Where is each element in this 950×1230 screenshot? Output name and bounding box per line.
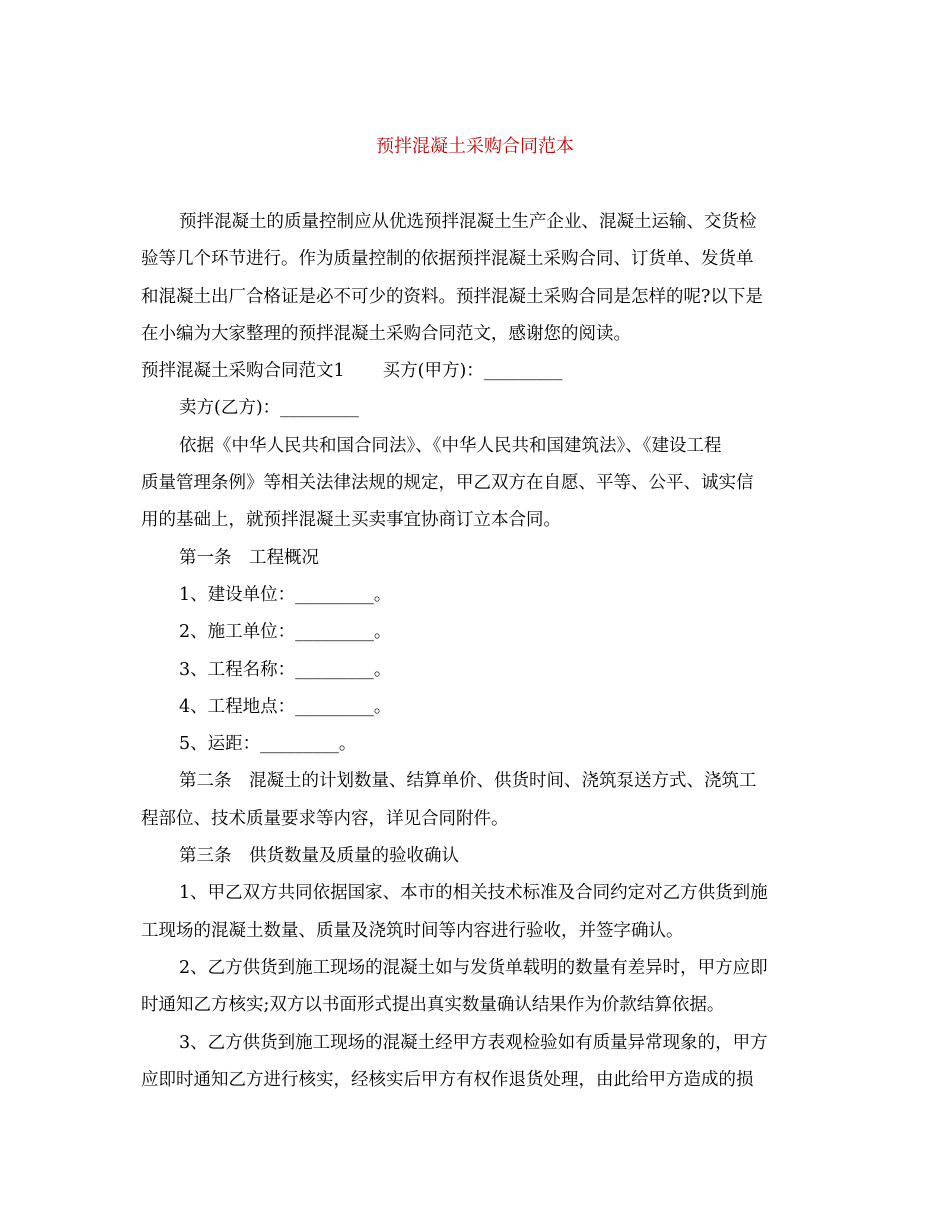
article3-title: 第三条 供货数量及质量的验收确认 bbox=[179, 846, 459, 867]
sample-heading: 预拌混凝土采购合同范文1 bbox=[141, 361, 345, 382]
article3-item2-line: 时通知乙方核实;双方以书面形式提出真实数量确认结果作为价款结算依据。 bbox=[141, 995, 725, 1016]
intro-line: 和混凝土出厂合格证是必不可少的资料。预拌混凝土采购合同是怎样的呢?以下是 bbox=[141, 286, 763, 307]
article2-line: 程部位、技术质量要求等内容，详见合同附件。 bbox=[141, 808, 509, 829]
seller-line: 卖方(乙方)：_________ bbox=[179, 398, 359, 419]
article1-item: 2、施工单位：_________。 bbox=[179, 622, 392, 643]
basis-line: 依据《中华人民共和国合同法》、《中华人民共和国建筑法》、《建设工程 bbox=[179, 435, 722, 456]
article1-title: 第一条 工程概况 bbox=[179, 547, 319, 568]
document-title: 预拌混凝土采购合同范本 bbox=[376, 136, 574, 157]
document-body bbox=[141, 204, 811, 1099]
article3-item3-line: 3、乙方供货到施工现场的混凝土经甲方表观检验如有质量异常现象的，甲方 bbox=[179, 1032, 768, 1053]
article1-item: 4、工程地点：_________。 bbox=[179, 696, 392, 717]
article2-line: 第二条 混凝土的计划数量、结算单价、供货时间、浇筑泵送方式、浇筑工 bbox=[179, 771, 757, 792]
intro-line: 在小编为大家整理的预拌混凝土采购合同范文，感谢您的阅读。 bbox=[141, 323, 631, 344]
buyer-line: 买方(甲方)：_________ bbox=[382, 361, 563, 382]
intro-line: 预拌混凝土的质量控制应从优选预拌混凝土生产企业、混凝土运输、交货检 bbox=[179, 212, 757, 232]
article1-item: 1、建设单位：_________。 bbox=[179, 584, 392, 605]
article3-item2-line: 2、乙方供货到施工现场的混凝土如与发货单载明的数量有差异时，甲方应即 bbox=[179, 957, 768, 978]
article1-item: 3、工程名称：_________。 bbox=[179, 659, 392, 680]
article3-item1-line: 工现场的混凝土数量、质量及浇筑时间等内容进行验收，并签字确认。 bbox=[141, 920, 684, 941]
basis-line: 质量管理条例》等相关法律法规的规定，甲乙双方在自愿、平等、公平、诚实信 bbox=[141, 473, 754, 494]
intro-line: 验等几个环节进行。作为质量控制的依据预拌混凝土采购合同、订货单、发货单 bbox=[141, 249, 754, 270]
article3-item1-line: 1、甲乙双方共同依据国家、本市的相关技术标准及合同约定对乙方供货到施 bbox=[179, 883, 768, 904]
basis-line: 用的基础上，就预拌混凝土买卖事宜协商订立本合同。 bbox=[141, 510, 561, 531]
sample-heading-line bbox=[141, 353, 811, 390]
article3-item3-line: 应即时通知乙方进行核实，经核实后甲方有权作退货处理，由此给甲方造成的损 bbox=[141, 1069, 754, 1090]
article1-item: 5、运距：_________。 bbox=[179, 734, 357, 755]
